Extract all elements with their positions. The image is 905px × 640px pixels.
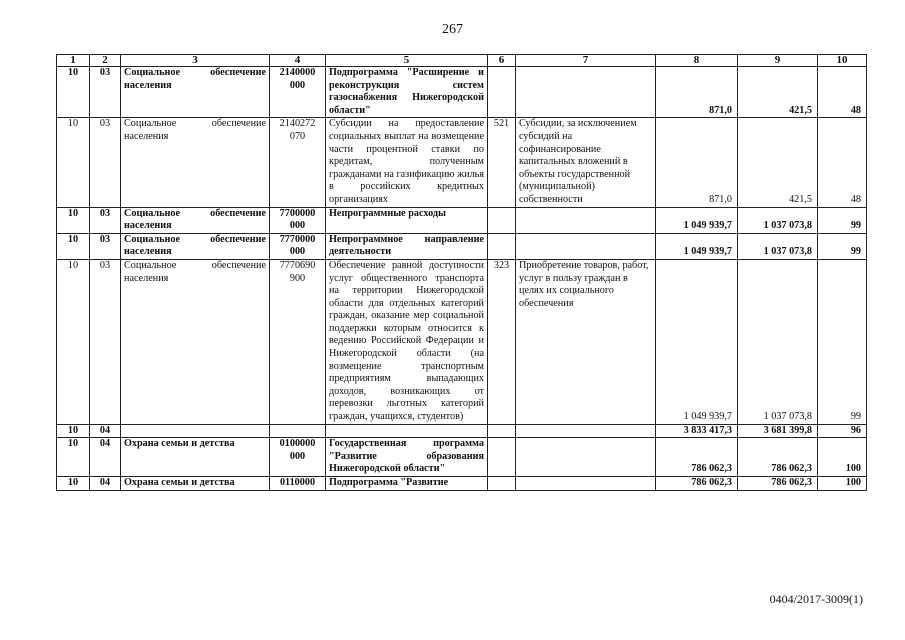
planned-amount-cell: 786 062,3	[656, 438, 738, 477]
expense-type-code-cell	[488, 207, 516, 233]
planned-amount-cell: 1 049 939,7	[656, 207, 738, 233]
header-cell: 10	[818, 55, 867, 67]
section-cell: 10	[57, 207, 90, 233]
target-code-cell: 2140000 000	[270, 67, 326, 118]
planned-amount-cell: 871,0	[656, 67, 738, 118]
subsection-cell: 03	[90, 259, 121, 424]
section-name-cell: Социальное обеспечение населения	[121, 207, 270, 233]
executed-amount-cell: 786 062,3	[738, 438, 818, 477]
percent-cell: 48	[818, 67, 867, 118]
executed-amount-cell: 3 681 399,8	[738, 424, 818, 438]
expense-type-code-cell	[488, 424, 516, 438]
section-name-cell: Социальное обеспечение населения	[121, 67, 270, 118]
target-code-cell: 0100000 000	[270, 438, 326, 477]
expense-type-name-cell: Приобретение товаров, работ, услуг в пользу граждан в целях их социального обеспечения	[516, 259, 656, 424]
percent-cell: 100	[818, 438, 867, 477]
expense-type-name-cell	[516, 207, 656, 233]
expense-type-name-cell	[516, 477, 656, 491]
subsection-cell: 04	[90, 477, 121, 491]
section-cell: 10	[57, 424, 90, 438]
expense-type-name-cell	[516, 67, 656, 118]
table-row	[57, 259, 867, 424]
percent-cell: 99	[818, 259, 867, 424]
header-cell: 8	[656, 55, 738, 67]
section-cell: 10	[57, 438, 90, 477]
table-header-row	[57, 55, 867, 67]
table-row	[57, 207, 867, 233]
planned-amount-cell: 1 049 939,7	[656, 233, 738, 259]
executed-amount-cell: 421,5	[738, 67, 818, 118]
expense-type-name-cell	[516, 438, 656, 477]
table-row	[57, 67, 867, 118]
target-code-cell: 2140272 070	[270, 118, 326, 207]
table-row	[57, 438, 867, 477]
item-name-cell: Подпрограмма "Расширение и реконструкция систем газоснабжения Нижегородской области"	[326, 67, 488, 118]
budget-table	[56, 54, 867, 491]
section-cell: 10	[57, 118, 90, 207]
section-name-cell: Охрана семьи и детства	[121, 438, 270, 477]
table-row	[57, 118, 867, 207]
section-name-cell	[121, 424, 270, 438]
item-name-cell	[326, 424, 488, 438]
item-name-cell: Государственная программа "Развитие образования Нижегородской области"	[326, 438, 488, 477]
page-number: 267	[442, 22, 463, 37]
header-cell: 2	[90, 55, 121, 67]
item-name-cell: Непрограммные расходы	[326, 207, 488, 233]
executed-amount-cell: 1 037 073,8	[738, 233, 818, 259]
item-name-cell: Субсидии на предоставление социальных выплат на возмещение части процентной ставки по кредитам, полученным гражданами на газификацию жилья в российских кредитных организациях	[326, 118, 488, 207]
subsection-cell: 03	[90, 118, 121, 207]
expense-type-code-cell	[488, 477, 516, 491]
percent-cell: 96	[818, 424, 867, 438]
section-name-cell: Социальное обеспечение населения	[121, 233, 270, 259]
executed-amount-cell: 421,5	[738, 118, 818, 207]
header-cell: 1	[57, 55, 90, 67]
target-code-cell: 7770690 900	[270, 259, 326, 424]
header-cell: 9	[738, 55, 818, 67]
header-cell: 7	[516, 55, 656, 67]
header-cell: 6	[488, 55, 516, 67]
target-code-cell	[270, 424, 326, 438]
table-row	[57, 477, 867, 491]
expense-type-code-cell	[488, 438, 516, 477]
expense-type-code-cell: 521	[488, 118, 516, 207]
expense-type-code-cell	[488, 233, 516, 259]
executed-amount-cell: 1 037 073,8	[738, 207, 818, 233]
subsection-cell: 03	[90, 233, 121, 259]
percent-cell: 48	[818, 118, 867, 207]
expense-type-name-cell: Субсидии, за исключением субсидий на софинансирование капитальных вложений в объекты государственной (муниципальной) собственности	[516, 118, 656, 207]
percent-cell: 100	[818, 477, 867, 491]
table-row	[57, 233, 867, 259]
executed-amount-cell: 786 062,3	[738, 477, 818, 491]
subsection-cell: 04	[90, 424, 121, 438]
section-cell: 10	[57, 233, 90, 259]
subsection-cell: 04	[90, 438, 121, 477]
subsection-cell: 03	[90, 207, 121, 233]
section-cell: 10	[57, 67, 90, 118]
header-cell: 3	[121, 55, 270, 67]
planned-amount-cell: 3 833 417,3	[656, 424, 738, 438]
section-cell: 10	[57, 477, 90, 491]
item-name-cell: Непрограммное направление деятельности	[326, 233, 488, 259]
planned-amount-cell: 786 062,3	[656, 477, 738, 491]
expense-type-code-cell: 323	[488, 259, 516, 424]
percent-cell: 99	[818, 207, 867, 233]
expense-type-name-cell	[516, 233, 656, 259]
section-name-cell: Социальное обеспечение населения	[121, 118, 270, 207]
expense-type-name-cell	[516, 424, 656, 438]
executed-amount-cell: 1 037 073,8	[738, 259, 818, 424]
expense-type-code-cell	[488, 67, 516, 118]
section-name-cell: Охрана семьи и детства	[121, 477, 270, 491]
section-cell: 10	[57, 259, 90, 424]
section-name-cell: Социальное обеспечение населения	[121, 259, 270, 424]
target-code-cell: 7770000 000	[270, 233, 326, 259]
subsection-cell: 03	[90, 67, 121, 118]
percent-cell: 99	[818, 233, 867, 259]
target-code-cell: 7700000 000	[270, 207, 326, 233]
item-name-cell: Подпрограмма "Развитие	[326, 477, 488, 491]
target-code-cell: 0110000	[270, 477, 326, 491]
planned-amount-cell: 871,0	[656, 118, 738, 207]
document-code: 0404/2017-3009(1)	[769, 592, 863, 606]
header-cell: 4	[270, 55, 326, 67]
table-row	[57, 424, 867, 438]
planned-amount-cell: 1 049 939,7	[656, 259, 738, 424]
item-name-cell: Обеспечение равной доступности услуг общественного транспорта на территории Нижегородской области для отдельных категорий граждан, оказание мер социальной поддержки которым относится к ведению Российской Федерации и Нижегородской области (на возмещение транспортным предприятиям выпадающих доходов, возникающих от перевозки льготных категорий граждан, учащихся, студентов)	[326, 259, 488, 424]
header-cell: 5	[326, 55, 488, 67]
